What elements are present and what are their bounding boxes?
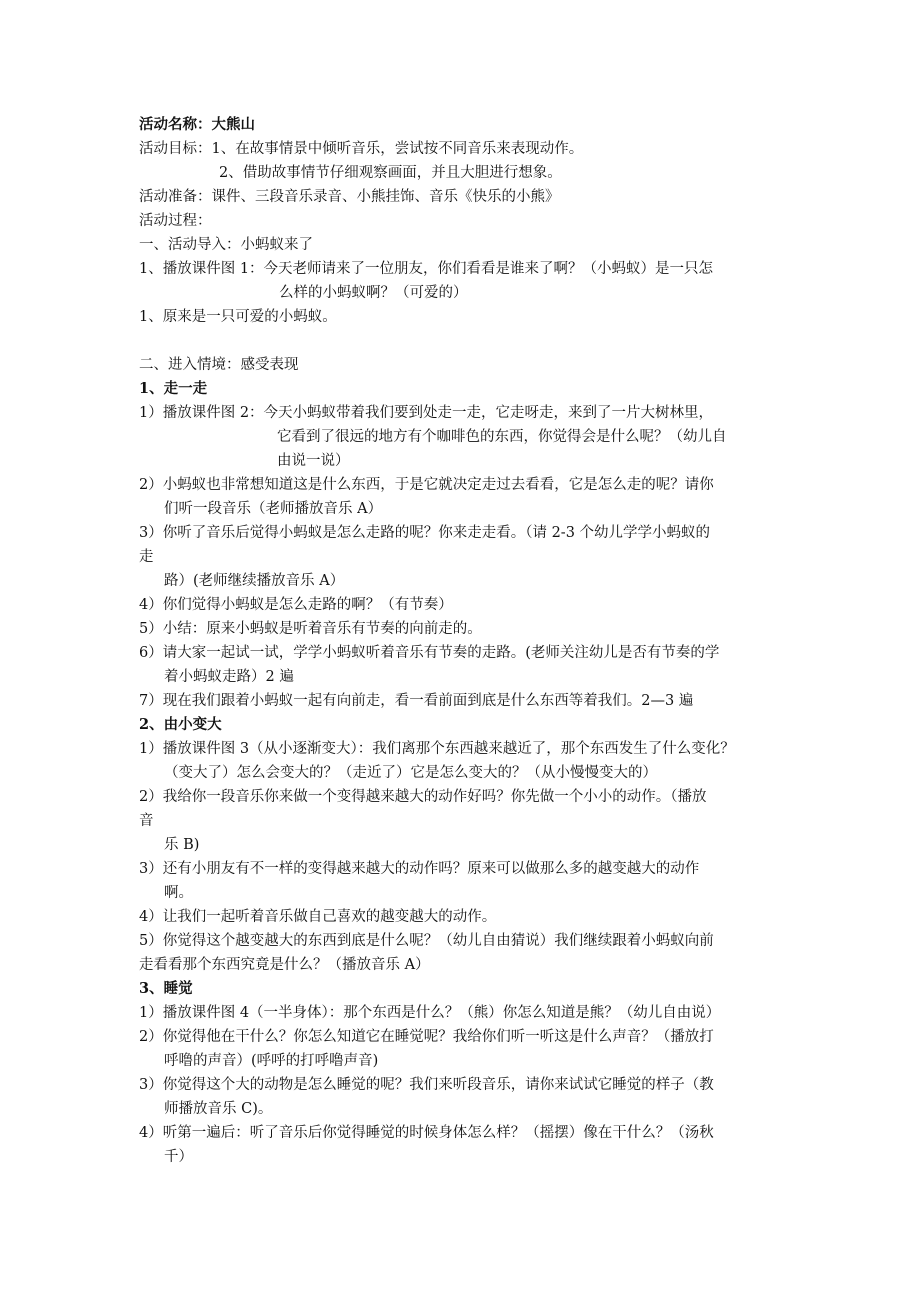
grow-item-1: 1）播放课件图 3（从小逐渐变大）：我们离那个东西越来越近了，那个东西发生了什么变化？ bbox=[139, 741, 735, 757]
sleep-item-3: 3）你觉得这个大的动物是怎么睡觉的呢？我们来听段音乐，请你来试试它睡觉的样子（教 bbox=[139, 1077, 714, 1093]
sleep-item-4: 4）听第一遍后：听了音乐后你觉得睡觉的时候身体怎么样？（摇摆）像在干什么？（汤秋 bbox=[139, 1125, 714, 1141]
walk-item-3: 3）你听了音乐后觉得小蚂蚁是怎么走路的呢？你来走走看。（请 2-3 个幼儿学学小蚂蚁的 bbox=[139, 525, 711, 541]
process-heading: 活动过程： bbox=[139, 213, 212, 229]
walk-title: 1、走一走 bbox=[139, 380, 208, 397]
walk-item-2-cont: 们听一段音乐（老师播放音乐 A） bbox=[164, 501, 383, 517]
goal-line-1 bbox=[139, 139, 583, 159]
section-2-title: 二、进入情境：感受表现 bbox=[139, 357, 299, 373]
walk-item-6-cont: 着小蚂蚁走路）2 遍 bbox=[164, 669, 294, 685]
walk-item-1-cont-2: 由说一说） bbox=[277, 453, 350, 469]
section-1-line-2: 1、原来是一只可爱的小蚂蚁。 bbox=[139, 309, 337, 325]
sleep-item-1: 1）播放课件图 4（一半身体）：那个东西是什么？（熊）你怎么知道是熊？（幼儿自由说） bbox=[139, 1005, 721, 1021]
walk-item-3-cont: 走 bbox=[139, 549, 154, 565]
walk-item-3-cont-2: 路）(老师继续播放音乐 A） bbox=[164, 573, 345, 589]
section-1-line-1-cont: 么样的小蚂蚁啊？（可爱的） bbox=[279, 285, 468, 301]
grow-item-3: 3）还有小朋友有不一样的变得越来越大的动作吗？原来可以做那么多的越变越大的动作 bbox=[139, 861, 700, 877]
goal-item-2: 2、借助故事情节仔细观察画面，并且大胆进行想象。 bbox=[219, 165, 562, 181]
sleep-item-2: 2）你觉得他在干什么？你怎么知道它在睡觉呢？我给你们听一听这是什么声音？（播放打 bbox=[139, 1029, 714, 1045]
walk-item-1-cont: 它看到了很远的地方有个咖啡色的东西，你觉得会是什么呢？（幼儿自 bbox=[277, 429, 727, 445]
walk-item-6: 6）请大家一起试一试，学学小蚂蚁听着音乐有节奏的走路。(老师关注幼儿是否有节奏的学 bbox=[139, 645, 720, 661]
grow-item-2-cont-2: 乐 B) bbox=[164, 837, 200, 853]
grow-item-2-cont: 音 bbox=[139, 813, 154, 829]
grow-item-1-cont: （变大了）怎么会变大的？（走近了）它是怎么变大的？（从小慢慢变大的） bbox=[164, 765, 657, 781]
grow-item-4: 4）让我们一起听着音乐做自己喜欢的越变越大的动作。 bbox=[139, 909, 497, 925]
activity-name-value: 大熊山 bbox=[211, 116, 255, 133]
grow-title: 2、由小变大 bbox=[139, 716, 222, 733]
grow-item-5: 5）你觉得这个越变越大的东西到底是什么呢？（幼儿自由猜说）我们继续跟着小蚂蚁向前 bbox=[139, 933, 714, 949]
section-1-line-1: 1、播放课件图 1：今天老师请来了一位朋友，你们看看是谁来了啊？（小蚂蚁）是一只怎 bbox=[139, 261, 714, 277]
preparation: 活动准备：课件、三段音乐录音、小熊挂饰、音乐《快乐的小熊》 bbox=[139, 189, 560, 205]
walk-item-1: 1）播放课件图 2：今天小蚂蚁带着我们要到处走一走，它走呀走，来到了一片大树林里， bbox=[139, 405, 714, 421]
sleep-item-2-cont: 呼噜的声音）(呼呼的打呼噜声音) bbox=[164, 1053, 379, 1069]
sleep-item-4-cont: 千） bbox=[164, 1149, 193, 1165]
grow-item-2: 2）我给你一段音乐你来做一个变得越来越大的动作好吗？你先做一个小小的动作。（播放 bbox=[139, 789, 707, 805]
sleep-item-3-cont: 师播放音乐 C)。 bbox=[164, 1101, 273, 1117]
walk-item-2: 2）小蚂蚁也非常想知道这是什么东西，于是它就决定走过去看看，它是怎么走的呢？请你 bbox=[139, 477, 714, 493]
goal-label: 活动目标： bbox=[139, 141, 212, 157]
walk-item-7: 7）现在我们跟着小蚂蚁一起有向前走，看一看前面到底是什么东西等着我们。2—3 遍 bbox=[139, 693, 694, 709]
section-1-title: 一、活动导入：小蚂蚁来了 bbox=[139, 237, 313, 253]
walk-item-4: 4）你们觉得小蚂蚁是怎么走路的啊？（有节奏） bbox=[139, 597, 453, 613]
sleep-title: 3、睡觉 bbox=[139, 980, 193, 997]
activity-name-label: 活动名称： bbox=[139, 116, 212, 133]
walk-item-5: 5）小结：原来小蚂蚁是听着音乐有节奏的向前走的。 bbox=[139, 621, 482, 637]
grow-item-5-cont: 走看看那个东西究竟是什么？（播放音乐 A） bbox=[139, 957, 430, 973]
activity-name bbox=[139, 115, 255, 135]
goal-item-1: 1、在故事情景中倾听音乐，尝试按不同音乐来表现动作。 bbox=[211, 141, 584, 157]
grow-item-3-cont: 啊。 bbox=[164, 885, 193, 901]
